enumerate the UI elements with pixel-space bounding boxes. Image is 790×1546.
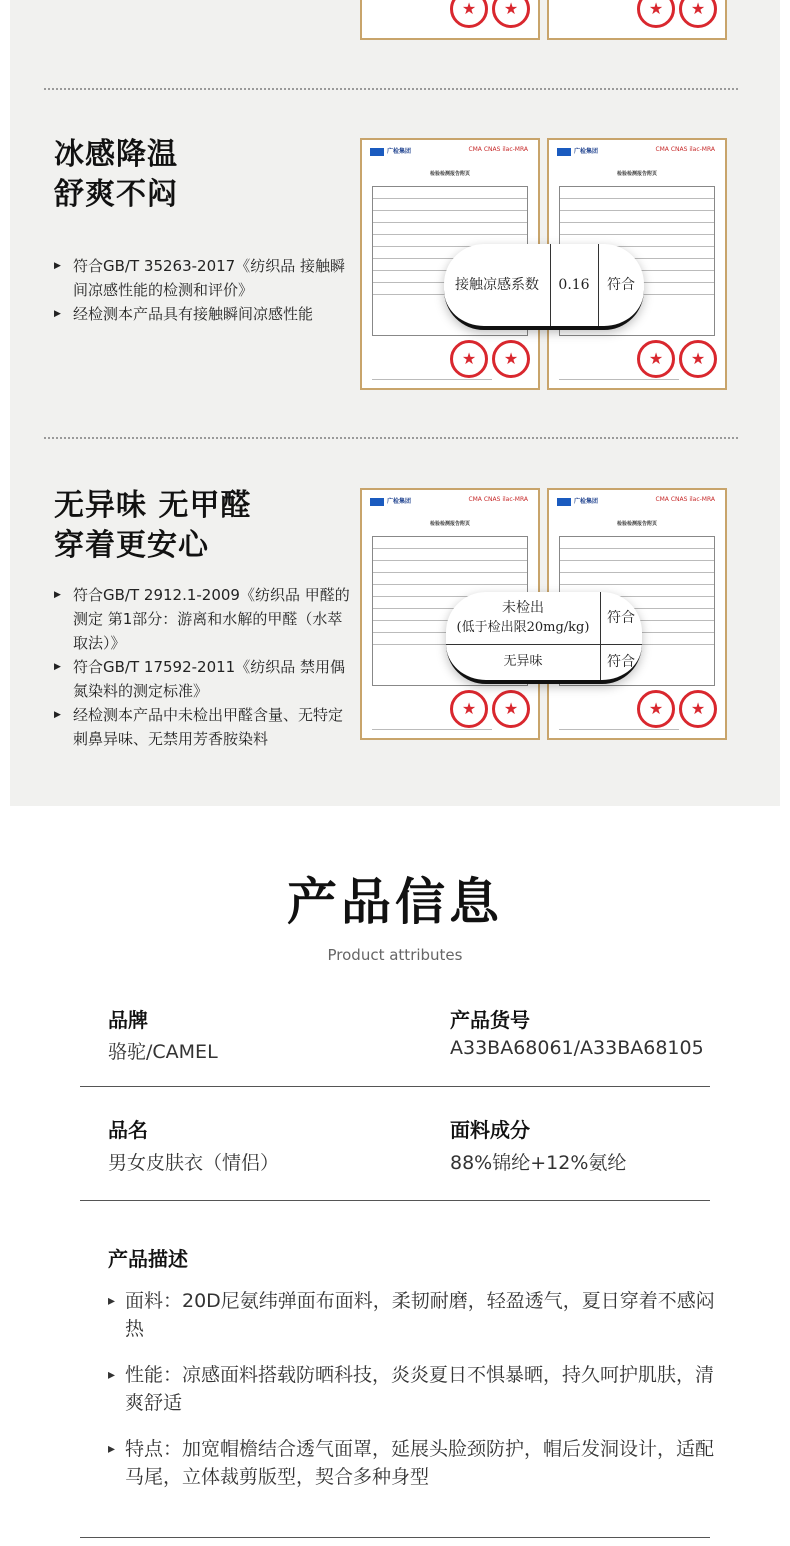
bullet-item: ▶ 经检测本产品中未检出甲醛含量、无特定刺鼻异味、无禁用芳香胺染料 [54, 703, 354, 751]
gttc-logo-icon [370, 148, 384, 156]
stamp-icon [450, 690, 488, 728]
callout-result: 符合 [607, 277, 635, 293]
sku-value: A33BA68061/A33BA68105 [450, 1037, 704, 1059]
callout-formaldehyde: 未检出 (低于检出限20mg/kg) [456, 600, 590, 635]
stamp-icon [450, 0, 488, 28]
certificate-odorless-2: 广检集团 CMA CNAS ilac-MRA 检验检测报告附页 ★ ★ [547, 488, 727, 740]
cooling-result-callout [444, 244, 644, 330]
certificate-title: 检验检测报告附页 [616, 171, 657, 177]
description-item: ▸ 性能：凉感面料搭载防晒科技，炎炎夏日不惧暴晒，持久呵护肌肤，清爽舒适 [108, 1361, 728, 1417]
product-info-title: 产品信息 [287, 873, 503, 931]
certificate-cooling-1: 广检集团 CMA CNAS ilac-MRA 检验检测报告附页 ★ ★ [360, 138, 540, 390]
description-list [108, 1287, 728, 1509]
odorless-result-callout [446, 592, 642, 684]
gttc-logo-icon [557, 148, 571, 156]
callout-odor: 无异味 [503, 654, 543, 669]
stamp-icon [637, 690, 675, 728]
product-name-label: 品名 [108, 1118, 148, 1142]
product-name-value: 男女皮肤衣（情侣） [108, 1152, 280, 1174]
odorless-bullets [54, 583, 354, 751]
section-title-odorless: 无异味 无甲醛 穿着更安心 [54, 488, 252, 563]
stamp-icon [637, 0, 675, 28]
stamp-icon [637, 340, 675, 378]
stamp-icon [679, 0, 717, 28]
certificate-top-right [547, 0, 727, 40]
bullet-item: ▶ 符合GB/T 17592-2011《纺织品 禁用偶氮染料的测定标准》 [54, 655, 354, 703]
stamp-icon [492, 0, 530, 28]
certificate-cooling-2: 广检集团 CMA CNAS ilac-MRA 检验检测报告附页 ★ ★ [547, 138, 727, 390]
accreditation-badges: CMA CNAS ilac-MRA [468, 146, 528, 153]
description-title: 产品描述 [108, 1247, 188, 1271]
stamp-icon [679, 340, 717, 378]
stamp-icon [492, 690, 530, 728]
description-item: ▸ 面料：20D尼氨纬弹面布面料，柔韧耐磨，轻盈透气，夏日穿着不感闷热 [108, 1287, 728, 1343]
product-info-subtitle: Product attributes [327, 946, 463, 964]
callout-result: 符合 [607, 610, 635, 626]
certificate-odorless-1: 广检集团 CMA CNAS ilac-MRA 检验检测报告附页 ★ ★ [360, 488, 540, 740]
certificate-title: 检验检测报告附页 [429, 521, 470, 527]
section-divider [44, 437, 738, 439]
stamp-icon [492, 340, 530, 378]
section-title-cooling: 冰感降温 舒爽不闷 [54, 137, 178, 212]
callout-label: 接触凉感系数 [455, 277, 539, 293]
section-divider [44, 88, 738, 90]
accreditation-badges: CMA CNAS ilac-MRA [655, 496, 715, 503]
bullet-item: ▶ 经检测本产品具有接触瞬间凉感性能 [54, 302, 354, 326]
sku-label: 产品货号 [450, 1008, 530, 1032]
description-item: ▸ 特点：加宽帽檐结合透气面罩，延展头脸颈防护，帽后发洞设计，适配马尾，立体裁剪版型，契合多种身型 [108, 1435, 728, 1491]
callout-value: 0.16 [558, 277, 590, 293]
fabric-value: 88%锦纶+12%氨纶 [450, 1152, 627, 1174]
fabric-label: 面料成分 [450, 1118, 530, 1142]
bullet-item: ▶ 符合GB/T 35263-2017《纺织品 接触瞬间凉感性能的检测和评价》 [54, 254, 354, 302]
description-divider [80, 1537, 710, 1538]
certificate-title: 检验检测报告附页 [429, 171, 470, 177]
stamp-icon [450, 340, 488, 378]
cooling-bullets [54, 254, 354, 326]
accreditation-badges: CMA CNAS ilac-MRA [655, 146, 715, 153]
brand-label: 品牌 [108, 1008, 148, 1032]
stamp-icon [679, 690, 717, 728]
certificate-title: 检验检测报告附页 [616, 521, 657, 527]
bullet-item: ▶ 符合GB/T 2912.1-2009《纺织品 甲醛的测定 第1部分：游离和水解的甲醛（水萃取法）》 [54, 583, 354, 655]
attributes-divider [80, 1200, 710, 1201]
accreditation-badges: CMA CNAS ilac-MRA [468, 496, 528, 503]
gttc-logo-icon [370, 498, 384, 506]
certificate-top-left [360, 0, 540, 40]
brand-value: 骆驼/CAMEL [108, 1041, 218, 1063]
attributes-divider [80, 1086, 710, 1087]
gttc-logo-icon [557, 498, 571, 506]
callout-result: 符合 [607, 654, 635, 670]
